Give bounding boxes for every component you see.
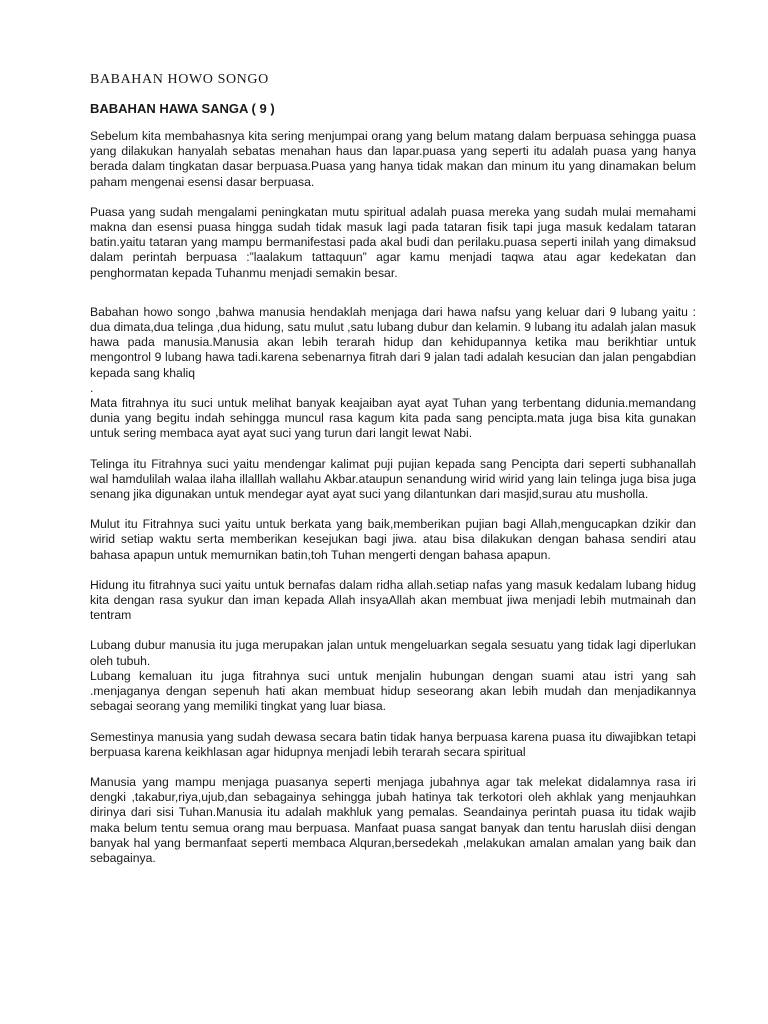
document-page	[90, 71, 696, 881]
paragraph-mouth: Mulut itu Fitrahnya suci yaitu untuk berkata yang baik,memberikan pujian bagi Allah,mengucapkan dzikir dan wirid setiap waktu serta memberikan kesejukan bagi jiwa. atau bisa dilakukan dengan bahasa sendiri atau bahasa apapun untuk memurnikan batin,toh Tuhan mengerti dengan bahasa apapun.	[90, 517, 696, 562]
paragraph-eyes: Mata fitrahnya itu suci untuk melihat banyak keajaiban ayat ayat Tuhan yang terbentang didunia.memandang dunia yang begitu indah sehingga muncul rasa kagum kita pada sang pencipta.mata juga bisa kita gunakan untuk sering membaca ayat ayat suci yang turun dari langit lewat Nabi.	[90, 396, 696, 441]
paragraph-intro: Sebelum kita membahasnya kita sering menjumpai orang yang belum matang dalam berpuasa sehingga puasa yang dilakukan hanyalah sebatas menahan haus dan lapar.puasa yang seperti itu adalah puasa yang hanya berada dalam tingkatan dasar berpuasa.Puasa yang hanya tidak makan dan minum itu yang dinamakan belum paham mengenai esensi dasar berpuasa.	[90, 129, 696, 189]
paragraph-genitals: Lubang kemaluan itu juga fitrahnya suci untuk menjalin hubungan dengan suami atau istri yang sah .menjaganya dengan sepenuh hati akan membuat hidup seseorang akan lebih mudah dan menjadikannya sebagai seorang yang memiliki tingkat yang luar biasa.	[90, 668, 696, 714]
paragraph-spiritual: Puasa yang sudah mengalami peningkatan mutu spiritual adalah puasa mereka yang sudah mulai memahami makna dan esensi puasa hingga sudah tidak masuk lagi pada tataran fisik tapi juga masuk kedalam tataran batin.yaitu tataran yang mampu bermanifestasi pada akal budi dan perilaku.puasa seperti inilah yang dimaksud dalam perintah berpuasa :”laalakum tattaquun” agar kamu menjadi taqwa atau agar kedekatan dan penghormatan kepada Tuhanmu menjadi semakin besar.	[90, 204, 696, 280]
document-subtitle: BABAHAN HAWA SANGA ( 9 )	[90, 101, 275, 116]
paragraph-dot: .	[90, 380, 94, 395]
paragraph-mature: Semestinya manusia yang sudah dewasa secara batin tidak hanya berpuasa karena puasa itu diwajibkan tetapi berpuasa karena keikhlasan agar hidupnya menjadi lebih terarah secara spiritual	[90, 729, 696, 759]
document-title: BABAHAN HOWO SONGO	[90, 72, 269, 87]
paragraph-nose: Hidung itu fitrahnya suci yaitu untuk bernafas dalam ridha allah.setiap nafas yang masuk kedalam lubang hidug kita dengan rasa syukur dan iman kepada Allah insyaAllah akan membuat jiwa menjadi lebih mutmainah dan tentram	[90, 577, 696, 623]
paragraph-anus: Lubang dubur manusia itu juga merupakan jalan untuk mengeluarkan segala sesuatu yang tidak lagi diperlukan oleh tubuh.	[90, 638, 696, 668]
paragraph-nine-holes: Babahan howo songo ,bahwa manusia hendaklah menjaga dari hawa nafsu yang keluar dari 9 lubang yaitu : dua dimata,dua telinga ,dua hidung, satu mulut ,satu lubang dubur dan kelamin. 9 lubang itu adalah jalan masuk hawa pada manusia.Manusia akan lebih terarah hidup dan kehidupannya ketika mau berikhtiar untuk mengontrol 9 lubang hawa tadi.karena sebenarnya fitrah dari 9 jalan tadi adalah kesucian dan jalan pengabdian kepada sang khaliq	[90, 304, 696, 380]
paragraph-ears: Telinga itu Fitrahnya suci yaitu mendengar kalimat puji pujian kepada sang Pencipta dari seperti subhanallah wal hamdulilah walaa ilaha illalllah wallahu Akbar.ataupun senandung wirid wirid yang lain telinga juga bisa juga senang jika digunakan untuk mendegar ayat ayat suci yang dilantunkan dari masjid,surau atu musholla.	[90, 456, 696, 502]
paragraph-robe: Manusia yang mampu menjaga puasanya seperti menjaga jubahnya agar tak melekat didalamnya rasa iri dengki ,takabur,riya,ujub,dan sebagainya sehingga jubah hatinya tak terkotori oleh akhlak yang menjauhkan dirinya dari sisi Tuhan.Manusia itu adalah makhluk yang pemalas. Seandainya perintah puasa itu tidak wajib maka belum tentu semua orang mau berpuasa. Manfaat puasa sangat banyak dan tentu haruslah diisi dengan banyak hal yang bermanfaat seperti membaca Alquran,bersedekah ,melakukan amalan amalan yang baik dan sebagainya.	[90, 774, 696, 865]
